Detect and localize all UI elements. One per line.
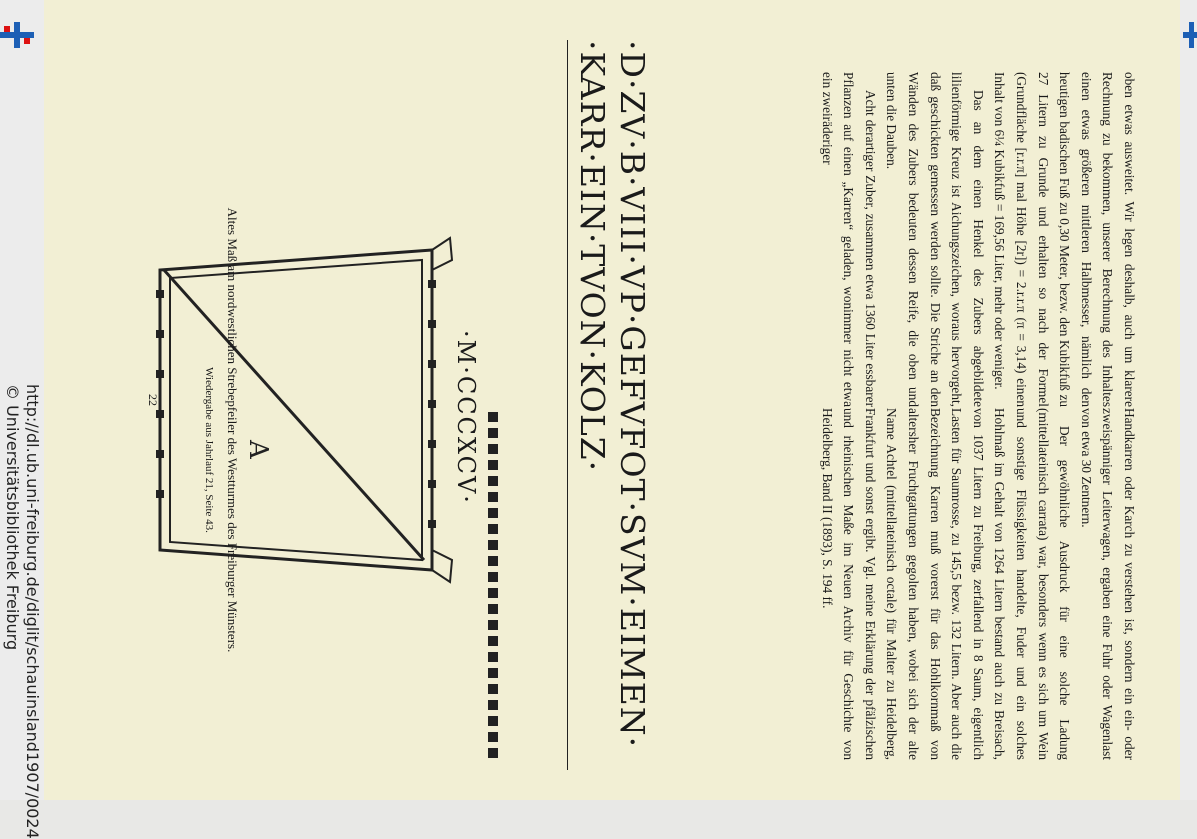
scanned-page (44, 0, 1180, 800)
paragraph: Handkarren oder Karch zu verstehen ist, sondern ein ein- oder zweispänniger Leiterwagen, ergaben eine Fuhr oder Wagenlast von etwa 30 Zentnern. (1078, 408, 1137, 760)
drawing-letter: A (243, 440, 273, 459)
figure-caption: Altes Maß am nordwestlichen Strebepfeiler des Westturmes des Freiburger Münsters. (225, 207, 240, 653)
text-column-right (816, 408, 1140, 760)
paragraph: Acht derartiger Zuber, zusammen etwa 1360 Liter essbarer Pflanzen auf einen „Karren“ geladen, wonimmer nicht etwa ein zweiräderiger (819, 72, 878, 407)
year-heading: ·M·CCCXCV· (452, 330, 480, 505)
viewer-left-margin (0, 0, 44, 839)
page-url[interactable]: http://dl.ub.uni-freiburg.de/diglit/schauinsland1907/0024 (23, 384, 42, 839)
text-column-left (816, 72, 1140, 407)
viewer-logo-icon (1183, 22, 1197, 48)
rotated-page-content (44, 0, 1180, 800)
page-number: 22 (146, 394, 160, 406)
measure-vessel-drawing (140, 230, 460, 590)
viewer-logo-icon (0, 22, 34, 48)
divider (567, 40, 568, 770)
paragraph: Der gewöhnliche Ausdruck für eine solche Ladung (mittellateinisch carrata) war, besonders wenn es sich um Wein und sonstige Flüssigkeiten handelte, Fuder und ein solches Hohlmaß im Gehalt von 1264 Litern bestand auch zu Breisach, von 1037 Litern zu Freiburg, zerfallend in 8 Saum, eigentlich Lasten für Saumrosse, zu 145,5 bezw. 132 Litern. Aber auch die Bezeichnung Karren muß vorerst für das Hohlkornmaß von altersher Fruchtgattungen gegolten haben, wobei sich der alte Name Achtel (mittellateinisch octale) für Malter zu Heidelberg, Frankfurt und sonst ergibt. Vgl. meine Erklärung der pfälzischen und rheinischen Maße im Neuen Archiv für Geschichte von Heidelberg, Band II (1893), S. 194 ff. (819, 408, 1073, 760)
paragraph: oben etwas ausweitet. Wir legen deshalb, auch um klarere Rechnung zu bekommen, unserer Berechnung des Inhaltes einen etwas größeren mittleren Halbmesser, nämlich den heutigen badischen Fuß zu 0,30 Meter, bezw. den Kubikfuß zu 27 Litern zu Grunde und erhalten so nach der Formel (Grundfläche [r.r.π] mal Höhe [2r]) = 2.r.r.π (π = 3,14) einen Inhalt von 6¼ Kubikfuß = 169,56 Liter, mehr oder weniger. (992, 72, 1137, 407)
viewer-right-margin (1180, 0, 1197, 800)
figure-source: Wiedergabe aus Jahrlauf 21, Seite 43. (203, 367, 215, 533)
inscription-line-2: ·KARR·EIN·TVON·KOLZ· (573, 40, 612, 473)
copyright-text: © Universitätsbibliothek Freiburg (3, 384, 22, 651)
inscription-line-1: ·D·ZV·B·VIII·VP·GEFVFOT·SVM·EIMEN· (613, 40, 652, 749)
page-url-watermark (2, 384, 42, 839)
ornament-border (486, 412, 500, 762)
paragraph: Das an dem einen Henkel des Zubers abgebildete lilienförmige Kreuz ist Aichungszeichen, woraus hervorgeht, daß geschickten gemessen werden sollte. Die Striche an den Wänden des Zubers bedeuten dessen Reife, die oben und unten die Dauben. (884, 72, 986, 407)
